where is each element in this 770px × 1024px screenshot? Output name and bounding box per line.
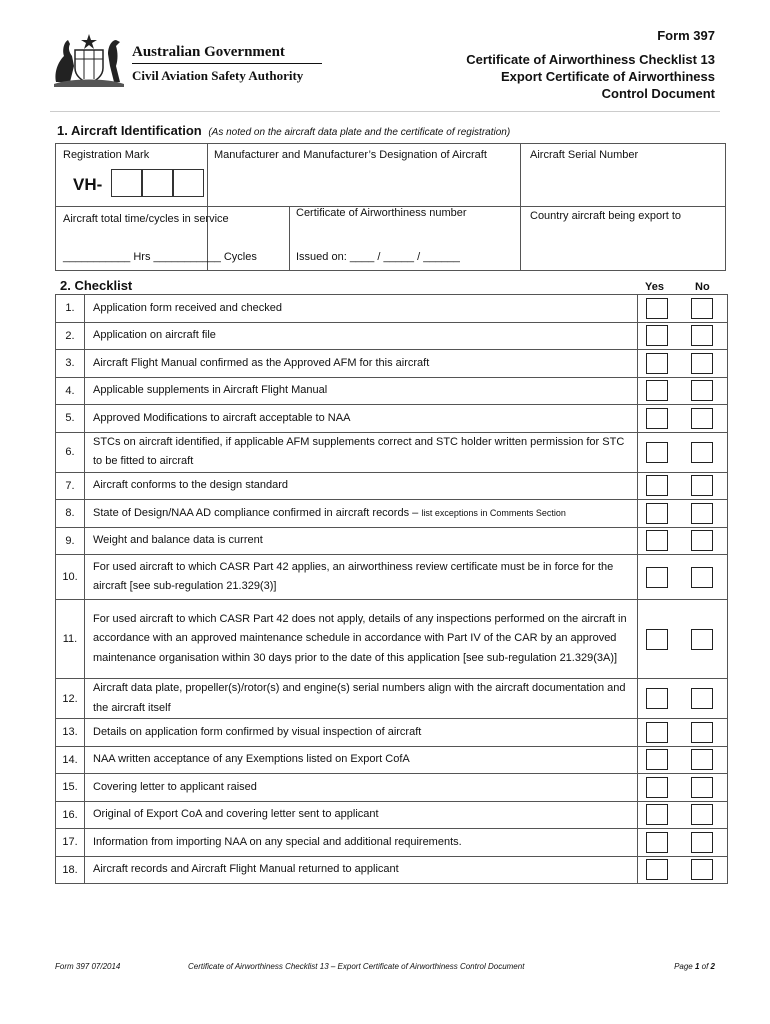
- time-cycles-label: Aircraft total time/cycles in service: [63, 213, 229, 225]
- no-checkbox[interactable]: [691, 325, 713, 346]
- checklist-item-label: Application form received and checked: [93, 301, 282, 314]
- registration-char-box[interactable]: [111, 169, 142, 197]
- yes-checkbox[interactable]: [646, 859, 668, 880]
- checklist-item-text: [85, 857, 638, 884]
- checklist-row: [56, 747, 727, 775]
- checklist-item-number: 13.: [56, 719, 85, 746]
- footer-page-number: [674, 962, 715, 971]
- title-line: Export Certificate of Airworthiness: [500, 69, 715, 84]
- no-checkbox[interactable]: [691, 749, 713, 770]
- checklist-item-label: Applicable supplements in Aircraft Flight Manual: [93, 384, 328, 396]
- checklist-row: [56, 555, 727, 600]
- checklist-item-label: Application on aircraft file: [93, 329, 216, 341]
- checklist-item-number: 8.: [56, 500, 85, 527]
- checklist-row: [56, 473, 727, 501]
- yes-checkbox[interactable]: [646, 567, 668, 588]
- checklist-item-number: 1.: [56, 295, 85, 322]
- checklist-item-number: 3.: [56, 350, 85, 377]
- checklist-item-text: [85, 295, 638, 322]
- form-number: Form 397: [657, 28, 715, 43]
- checklist-item-text: [85, 719, 638, 746]
- yes-checkbox[interactable]: [646, 325, 668, 346]
- section-1-title: 1. Aircraft Identification: [57, 123, 202, 138]
- checklist-item-note: list exceptions in Comments Section: [421, 507, 566, 518]
- no-checkbox[interactable]: [691, 688, 713, 709]
- checklist-item-label: Aircraft data plate, propeller(s)/rotor(s) and engine(s) serial numbers align with the aircraft documentation and the aircraft itself: [93, 682, 626, 714]
- checklist-item-label: Aircraft records and Aircraft Flight Manual returned to applicant: [93, 863, 399, 875]
- checklist-item-number: 2.: [56, 323, 85, 350]
- checklist-row: [56, 323, 727, 351]
- yes-checkbox[interactable]: [646, 408, 668, 429]
- page-header: [0, 0, 770, 110]
- yes-checkbox[interactable]: [646, 475, 668, 496]
- yes-checkbox[interactable]: [646, 629, 668, 650]
- page-total: 2: [710, 962, 715, 971]
- yes-checkbox[interactable]: [646, 380, 668, 401]
- checklist-item-number: 4.: [56, 378, 85, 405]
- manufacturer-label: Manufacturer and Manufacturer’s Designation of Aircraft: [214, 149, 487, 161]
- footer-form-date: Form 397 07/2014: [55, 962, 121, 971]
- yes-checkbox[interactable]: [646, 298, 668, 319]
- agency-name: Civil Aviation Safety Authority: [132, 68, 304, 83]
- checklist-item-number: 7.: [56, 473, 85, 500]
- checklist-item-text: [85, 600, 638, 678]
- no-checkbox[interactable]: [691, 804, 713, 825]
- registration-char-box[interactable]: [142, 169, 173, 197]
- export-country-label: Country aircraft being export to: [530, 210, 682, 222]
- checklist-item-number: 6.: [56, 433, 85, 472]
- yes-checkbox[interactable]: [646, 804, 668, 825]
- checklist-item-text: [85, 323, 638, 350]
- checklist-item-label: Aircraft conforms to the design standard: [93, 479, 289, 491]
- no-checkbox[interactable]: [691, 567, 713, 588]
- no-checkbox[interactable]: [691, 629, 713, 650]
- checklist-item-number: 16.: [56, 802, 85, 829]
- logo-divider: [132, 63, 322, 64]
- checklist-item-text: [85, 405, 638, 432]
- checklist-item-text: [85, 528, 638, 555]
- yes-checkbox[interactable]: [646, 777, 668, 798]
- page-current: 1: [694, 962, 700, 971]
- registration-mark-label: Registration Mark: [63, 149, 150, 161]
- checklist-item-label: State of Design/NAA AD compliance confirmed in aircraft records –: [93, 506, 422, 519]
- yes-checkbox[interactable]: [646, 530, 668, 551]
- checklist-item-number: 5.: [56, 405, 85, 432]
- checklist-item-text: [85, 747, 638, 774]
- checklist-row: [56, 433, 727, 473]
- coa-number-label: Certificate of Airworthiness number: [296, 207, 467, 219]
- checklist-row: [56, 295, 727, 323]
- checklist-item-label: For used aircraft to which CASR Part 42 does not apply, details of any inspections performed on the aircraft in accordance with an approved maintenance schedule in accordance with Part IV of the CAR by an approved maintenance organisation within 30 days prior to the date of this application [see sub-regulation 21.329(3A)]: [93, 612, 627, 664]
- no-checkbox[interactable]: [691, 353, 713, 374]
- checklist-row: [56, 378, 727, 406]
- checklist-row: [56, 600, 727, 679]
- checklist-item-label: Weight and balance data is current: [93, 534, 263, 546]
- title-line: Control Document: [601, 86, 715, 101]
- section-2-heading: 2. Checklist: [60, 278, 133, 293]
- checklist-item-label: Details on application form confirmed by visual inspection of aircraft: [93, 725, 422, 738]
- section-1-note: (As noted on the aircraft data plate and the certificate of registration): [208, 127, 511, 138]
- checklist-item-label: Approved Modifications to aircraft acceptable to NAA: [93, 411, 351, 424]
- checklist-item-number: 17.: [56, 829, 85, 856]
- yes-checkbox[interactable]: [646, 688, 668, 709]
- no-checkbox[interactable]: [691, 442, 713, 463]
- checklist-row: [56, 350, 727, 378]
- yes-checkbox[interactable]: [646, 832, 668, 853]
- checklist-item-number: 14.: [56, 747, 85, 774]
- checklist-item-text: [85, 802, 638, 829]
- yes-checkbox[interactable]: [646, 503, 668, 524]
- section-1-heading: [57, 123, 510, 138]
- checklist-row: [56, 719, 727, 747]
- aircraft-identification-table: [55, 143, 726, 271]
- serial-number-label: Aircraft Serial Number: [530, 149, 639, 161]
- issued-on-field[interactable]: Issued on: ____ / _____ / ______: [296, 251, 460, 263]
- checklist-item-number: 12.: [56, 679, 85, 718]
- checklist-item-label: NAA written acceptance of any Exemptions listed on Export CofA: [93, 753, 410, 765]
- document-title: [466, 51, 715, 102]
- checklist-item-label: Aircraft Flight Manual confirmed as the Approved AFM for this aircraft: [93, 356, 430, 369]
- checklist-row: [56, 528, 727, 556]
- checklist-item-number: 15.: [56, 774, 85, 801]
- no-checkbox[interactable]: [691, 530, 713, 551]
- yes-checkbox[interactable]: [646, 442, 668, 463]
- checklist-item-number: 18.: [56, 857, 85, 884]
- checklist-item-label: Information from importing NAA on any special and additional requirements.: [93, 835, 462, 848]
- no-checkbox[interactable]: [691, 298, 713, 319]
- checklist-item-text: [85, 378, 638, 405]
- government-logo: [50, 32, 310, 92]
- page-prefix: Page: [674, 962, 695, 971]
- checklist-row: [56, 679, 727, 719]
- checklist-item-text: [85, 555, 638, 599]
- registration-prefix: VH-: [73, 175, 103, 194]
- checklist-row: [56, 857, 727, 885]
- registration-char-box[interactable]: [173, 169, 204, 197]
- coat-of-arms-icon: [50, 32, 128, 88]
- checklist-item-number: 9.: [56, 528, 85, 555]
- no-checkbox[interactable]: [691, 408, 713, 429]
- no-checkbox[interactable]: [691, 503, 713, 524]
- checklist-item-text: [85, 829, 638, 856]
- checklist-item-text: [85, 500, 638, 527]
- checklist-item-label: Covering letter to applicant raised: [93, 780, 257, 793]
- checklist-item-label: Original of Export CoA and covering letter sent to applicant: [93, 808, 379, 820]
- no-column-header: No: [695, 281, 710, 293]
- table-divider: [289, 206, 290, 270]
- title-line: Certificate of Airworthiness Checklist 13: [466, 52, 715, 67]
- checklist-row: [56, 405, 727, 433]
- checklist-item-text: [85, 433, 638, 472]
- government-name: Australian Government: [132, 44, 285, 60]
- table-divider: [520, 144, 521, 270]
- no-checkbox[interactable]: [691, 475, 713, 496]
- no-checkbox[interactable]: [691, 380, 713, 401]
- no-checkbox[interactable]: [691, 722, 713, 743]
- footer-document-title: Certificate of Airworthiness Checklist 13 – Export Certificate of Airworthiness Control Document: [188, 962, 525, 971]
- no-checkbox[interactable]: [691, 832, 713, 853]
- checklist-item-text: [85, 350, 638, 377]
- checklist-item-content: [93, 504, 566, 524]
- checklist-item-number: 10.: [56, 555, 85, 599]
- yes-column-header: Yes: [645, 281, 664, 293]
- checklist-row: [56, 500, 727, 528]
- yes-checkbox[interactable]: [646, 722, 668, 743]
- checklist-item-label: For used aircraft to which CASR Part 42 applies, an airworthiness review certificate must be in force for the aircraft [see sub-regulation 21.329(3)]: [93, 560, 614, 592]
- checklist-row: [56, 774, 727, 802]
- yes-checkbox[interactable]: [646, 749, 668, 770]
- no-checkbox[interactable]: [691, 777, 713, 798]
- yes-checkbox[interactable]: [646, 353, 668, 374]
- header-divider: [50, 111, 720, 112]
- checklist-row: [56, 829, 727, 857]
- checklist-table: [55, 294, 728, 884]
- checklist-item-label: STCs on aircraft identified, if applicable AFM supplements correct and STC holder written permission for STC to be fitted to aircraft: [93, 435, 625, 467]
- checklist-row: [56, 802, 727, 830]
- checklist-item-text: [85, 473, 638, 500]
- hours-cycles-field[interactable]: ___________ Hrs ___________ Cycles: [63, 251, 257, 263]
- page-of: of: [699, 962, 711, 971]
- checklist-item-number: 11.: [56, 600, 85, 678]
- checklist-item-text: [85, 774, 638, 801]
- no-checkbox[interactable]: [691, 859, 713, 880]
- checklist-item-text: [85, 679, 638, 718]
